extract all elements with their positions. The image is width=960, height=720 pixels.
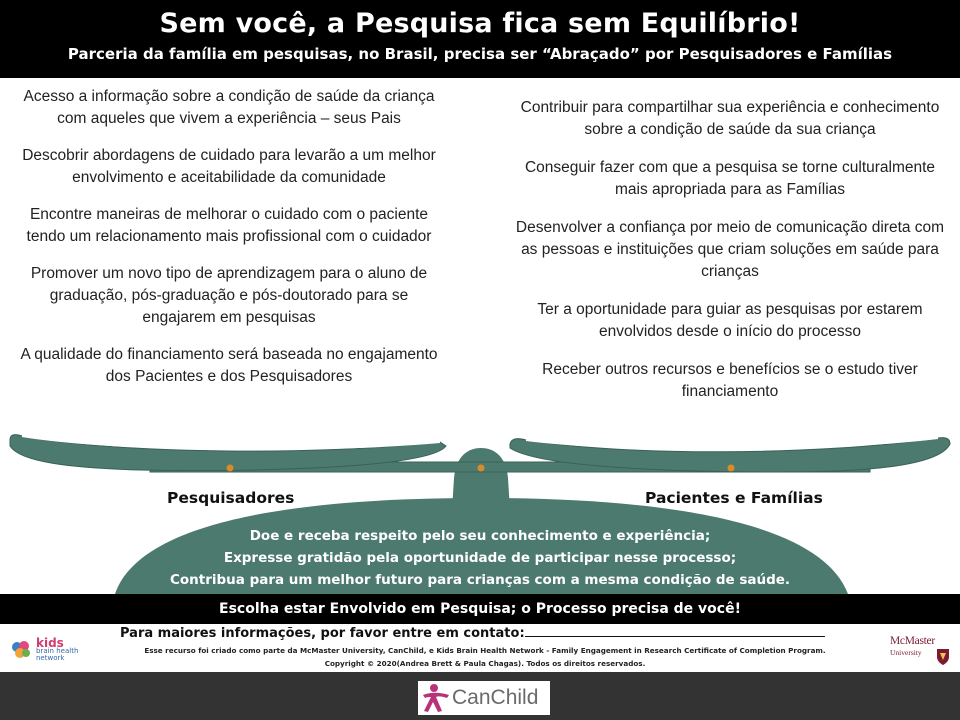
- list-item: Promover um novo tipo de aprendizagem para o aluno de graduação, pós-graduação e pós-doutorado para se engajarem em pesquisas: [30, 265, 428, 326]
- kids-brain-health-logo: [8, 634, 90, 666]
- contact-blank: [525, 627, 825, 637]
- families-label: Pacientes e Famílias: [645, 489, 823, 507]
- mcmaster-logo-subtext: University: [890, 648, 922, 657]
- list-item: Contribuir para compartilhar sua experiência e conhecimento sobre a condição de saúde da sua criança: [520, 99, 940, 138]
- list-item: Ter a oportunidade para guiar as pesquisas por estarem envolvidos desde o início do processo: [537, 301, 923, 340]
- base-line: Expresse gratidão pela oportunidade de participar nesse processo;: [223, 550, 737, 566]
- canchild-logo: [418, 681, 550, 715]
- copyright-text: Copyright © 2020(Andrea Brett & Paula Chagas). Todos os direitos reservados.: [324, 659, 646, 668]
- base-line: Contribua para um melhor futuro para crianças com a mesma condição de saúde.: [169, 572, 791, 588]
- crest-icon: [936, 648, 950, 666]
- contact-line: [120, 626, 825, 641]
- brain-icon: [8, 638, 34, 664]
- pivot-dot: [728, 465, 735, 472]
- researchers-label: Pesquisadores: [167, 489, 295, 507]
- contact-label: Para maiores informações, por favor entre em contato:: [120, 626, 525, 641]
- list-item: Encontre maneiras de melhorar o cuidado com o paciente tendo um relacionamento mais profissional com o cuidador: [26, 206, 432, 245]
- call-to-action-bar: Escolha estar Envolvido em Pesquisa; o Processo precisa de você!: [0, 594, 960, 624]
- list-item: Descobrir abordagens de cuidado para levarão a um melhor envolvimento e aceitabilidade da comunidade: [22, 147, 436, 186]
- pivot-dot: [227, 465, 234, 472]
- kids-logo-text: kids: [36, 636, 64, 650]
- credit-text: Esse recurso foi criado como parte da McMaster University, CanChild, e Kids Brain Health Network - Family Engagement in Research Certificate of Completion Program.: [144, 646, 826, 655]
- mcmaster-logo-text: McMaster: [890, 635, 935, 647]
- child-figure-icon: [420, 682, 452, 714]
- scale-base-text: [130, 525, 830, 591]
- list-item: Conseguir fazer com que a pesquisa se torne culturalmente mais apropriada para as Famílias: [524, 159, 936, 198]
- list-item: A qualidade do financiamento será baseada no engajamento dos Pacientes e dos Pesquisadores: [20, 346, 438, 385]
- page-subtitle: Parceria da família em pesquisas, no Brasil, precisa ser “Abraçado” por Pesquisadores e Famílias: [67, 45, 893, 63]
- base-line: Doe e receba respeito pelo seu conhecimento e experiência;: [249, 528, 711, 544]
- list-item: Acesso a informação sobre a condição de saúde da criança com aqueles que vivem a experiência – seus Pais: [23, 88, 435, 127]
- pivot-dot: [478, 465, 485, 472]
- page-title: Sem você, a Pesquisa fica sem Equilíbrio!: [159, 8, 801, 39]
- mcmaster-logo: [886, 633, 956, 669]
- list-item: Receber outros recursos e benefícios se o estudo tiver financiamento: [542, 361, 918, 400]
- kids-logo-subtext: brain health network: [36, 647, 79, 662]
- canchild-logo-text: CanChild: [452, 686, 539, 709]
- scale-stand: [452, 448, 510, 510]
- list-item: Desenvolver a confiança por meio de comunicação direta com as pessoas e instituições que criam soluções em saúde para crianças: [515, 219, 945, 280]
